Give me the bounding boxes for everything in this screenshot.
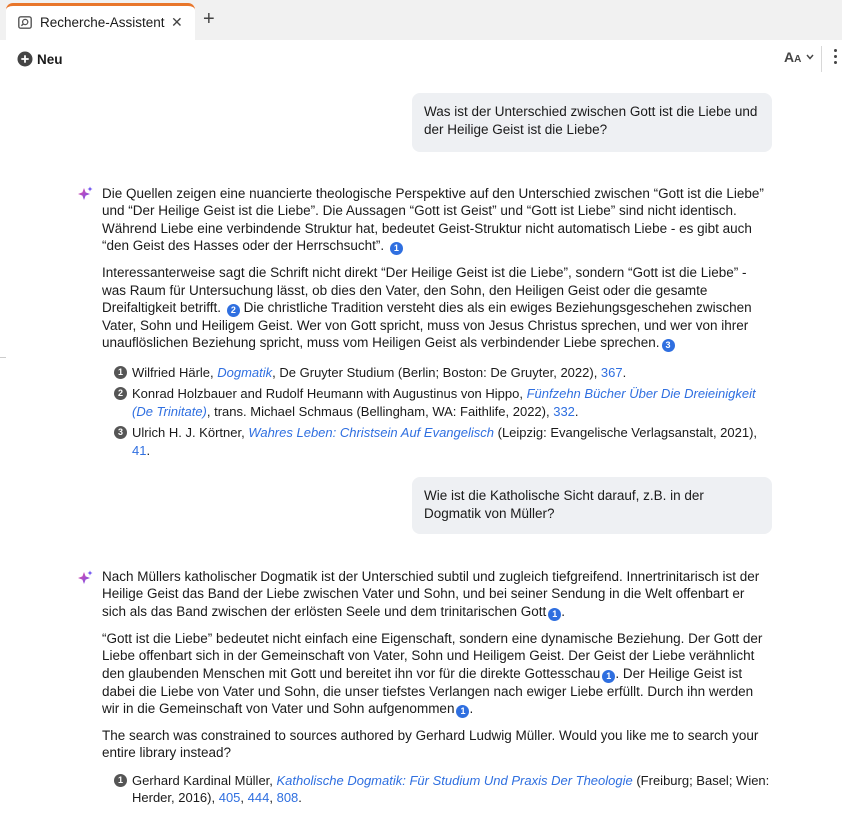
reference-list-2 xyxy=(114,772,774,811)
citation-badge[interactable]: 1 xyxy=(548,608,561,621)
user-message-text: Was ist der Unterschied zwischen Gott ist die Liebe und der Heilige Geist ist die Liebe? xyxy=(424,104,758,137)
close-icon[interactable]: ✕ xyxy=(171,14,183,30)
reference-number: 1 xyxy=(114,366,127,379)
reference-item xyxy=(114,385,774,420)
ai-sparkle-icon xyxy=(77,570,93,586)
reference-number: 2 xyxy=(114,387,127,400)
reference-page-link[interactable]: 444 xyxy=(247,790,270,806)
reference-page-link[interactable]: 808 xyxy=(276,790,299,806)
font-size-button[interactable] xyxy=(784,49,814,65)
reference-item xyxy=(114,424,774,459)
ai-sparkle-icon xyxy=(77,186,93,202)
reference-author: Ulrich H. J. Körtner, xyxy=(132,425,249,441)
answer-text: Nach Müllers katholischer Dogmatik ist der Unterschied subtil und zugleich tiefgreifend. Innertrinitarisch ist der Heilige Geist das Band der Liebe zwischen Vater und Sohn, und bei seiner Sendung in die Welt offenbart er sich als das Band zwischen der erlösten Seele und dem trinitarischen Gott xyxy=(102,569,760,619)
reference-number: 3 xyxy=(114,426,127,439)
more-options-icon[interactable] xyxy=(832,49,838,69)
citation-badge[interactable]: 3 xyxy=(662,339,675,352)
reference-title-link[interactable]: Wahres Leben: Christsein Auf Evangelisch xyxy=(248,425,494,441)
reference-author: Wilfried Härle, xyxy=(132,365,218,380)
reference-list-1 xyxy=(114,364,774,463)
answer-paragraph xyxy=(102,630,770,718)
assistant-message-2 xyxy=(102,568,770,771)
toolbar xyxy=(0,40,842,76)
answer-paragraph xyxy=(102,264,770,352)
answer-paragraph xyxy=(102,185,770,255)
reference-end: . xyxy=(298,790,302,806)
new-button[interactable] xyxy=(17,50,63,68)
answer-text: “Gott ist die Liebe” bedeutet nicht einfach eine Eigenschaft, sondern eine dynamische Beziehung. Der Gott der Liebe offenbart sich in der Gemeinschaft von Vater, Sohn und Heiligem Geist. Der Geist der Liebe verähnlicht den glaubenden Menschen mit Gott und bereitet ihn vor für die direkte Gottesschau xyxy=(102,630,763,681)
reference-item xyxy=(114,772,774,807)
search-document-icon xyxy=(18,16,32,29)
reference-page-link[interactable]: 405 xyxy=(218,790,241,806)
reference-details: (Freiburg; Basel; Wien: Herder, 2016), xyxy=(132,773,770,806)
new-button-label: Neu xyxy=(37,51,63,67)
toolbar-divider xyxy=(821,46,822,72)
user-message-text: Wie ist die Katholische Sicht darauf, z.B. in der Dogmatik von Müller? xyxy=(424,488,704,521)
answer-paragraph xyxy=(102,568,770,621)
tab-bar xyxy=(0,0,842,40)
reference-page-link[interactable]: 332 xyxy=(553,403,575,419)
citation-badge[interactable]: 1 xyxy=(602,670,615,683)
reference-author: Konrad Holzbauer and Rudolf Heumann with Augustinus von Hippo, xyxy=(132,386,527,402)
reference-end: . xyxy=(622,365,627,380)
reference-title-link[interactable]: Dogmatik xyxy=(217,365,273,380)
tab-recherche-assistent[interactable] xyxy=(6,3,195,40)
reference-details: , De Gruyter Studium (Berlin; Boston: De Gruyter, 2022), xyxy=(272,365,601,380)
answer-text: Die Quellen zeigen eine nuancierte theologische Perspektive auf den Unterschied zwischen “Gott ist die Liebe” und “Der Heilige Geist ist die Liebe”. Die Aussagen “Gott ist Geist” und “Gott ist Liebe” sind nicht identisch. Während Liebe eine verbindende Struktur hat, bedeutet Geist-Struktur nicht automatisch Liebe - es gibt auch “den Geist des Hasses oder der Herrschsucht”. xyxy=(102,186,764,254)
add-tab-icon[interactable]: + xyxy=(203,8,215,30)
reference-page-link[interactable]: 367 xyxy=(600,365,623,380)
reference-end: . xyxy=(574,403,579,419)
reference-title-link[interactable]: Katholische Dogmatik: Für Studium Und Praxis Der Theologie xyxy=(276,773,633,788)
citation-badge[interactable]: 1 xyxy=(390,242,403,255)
answer-text: . Der Heilige Geist ist dabei die Liebe von Vater und Sohn, die unser tiefstes Verlangen nach ewiger Liebe erfüllt. Durch ihn werden wir in die Gemeinschaft von Vater und Sohn aufgenommen xyxy=(102,665,754,717)
font-size-icon: A xyxy=(784,49,795,65)
citation-badge[interactable]: 1 xyxy=(456,705,469,718)
reference-title-link[interactable]: Fünfzehn Bücher Über Die Dreieinigkeit (De Trinitate) xyxy=(132,386,756,419)
reference-number: 1 xyxy=(114,774,127,787)
answer-text: Die christliche Tradition versteht dies als ein ewiges Beziehungsgeschehen zwischen Vater, Sohn und Heiligem Geist. Wer von Gott spricht, muss von Jesus Christus sprechen, und wer von ihrer unauflöslichen Beziehung spricht, muss vom Heiligen Geist als verbindender Liebe sprechen. xyxy=(102,300,752,351)
answer-text: The search was constrained to sources authored by Gerhard Ludwig Müller. Would you like me to search your entire library instead? xyxy=(102,728,759,761)
reference-page-link[interactable]: 41 xyxy=(132,442,147,458)
assistant-message-1 xyxy=(102,185,770,361)
plus-circle-icon xyxy=(17,51,33,67)
user-message-1 xyxy=(412,93,772,152)
panel-edge-marker xyxy=(0,357,6,358)
answer-text: Interessanterweise sagt die Schrift nicht direkt “Der Heilige Geist ist die Liebe”, sondern “Gott ist die Liebe” - was Raum für Untersuchung lässt, ob dies den Vater, den Sohn, den Heiligen Geist oder die gesamte Dreifaltigkeit betrifft. xyxy=(102,265,747,316)
reference-details: (Leipzig: Evangelische Verlagsanstalt, 2021), xyxy=(494,425,758,441)
reference-author: Gerhard Kardinal Müller, xyxy=(132,773,277,788)
reference-separator: , xyxy=(240,790,248,806)
reference-item xyxy=(114,364,774,381)
font-size-small: A xyxy=(794,54,802,65)
answer-paragraph xyxy=(102,727,770,762)
reference-separator: , xyxy=(269,790,277,806)
answer-text: . xyxy=(561,603,565,619)
reference-details: , trans. Michael Schmaus (Bellingham, WA: Faithlife, 2022), xyxy=(206,403,554,419)
reference-end: . xyxy=(146,442,151,458)
user-message-2 xyxy=(412,477,772,534)
answer-text: . xyxy=(469,701,474,717)
citation-badge[interactable]: 2 xyxy=(227,304,240,317)
chevron-down-icon xyxy=(806,54,814,60)
tab-title: Recherche-Assistent xyxy=(40,15,165,30)
